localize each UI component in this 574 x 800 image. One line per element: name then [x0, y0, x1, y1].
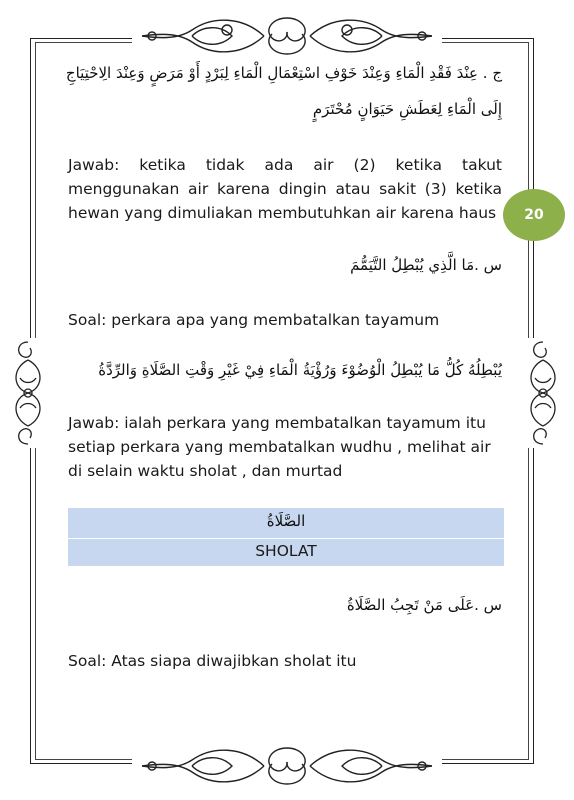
section-heading-title: SHOLAT: [255, 542, 317, 560]
answer-2-text: Jawab: ialah perkara yang membatalkan tayamum itu setiap perkara yang membatalkan wudhu , melihat air di selain waktu sholat , dan murtad: [68, 414, 491, 480]
answer-1-text: Jawab: ketika tidak ada air (2) ketika takut menggunakan air karena dingin atau sakit (3) ketika hewan yang dimuliakan membutuhkan air karena haus: [68, 156, 502, 222]
question-3-text: Soal: Atas siapa diwajibkan sholat itu: [68, 652, 357, 670]
question-2-arabic: س .مَا الَّذِي يُبْطِلُ التَّيَمُّمَ: [350, 256, 502, 274]
question-2-text: Soal: perkara apa yang membatalkan tayamum: [68, 311, 440, 329]
section-heading-box: [68, 508, 504, 566]
question-1-arabic-line-1: ج . عِنْدَ فَقْدِ الْمَاءِ وَعِنْدَ خَوْفِ اسْتِعْمَالِ الْمَاءِ لِبَرْدٍ أَوْ مَرَضٍ وَعِنْدَ الِاحْتِيَاجِ: [65, 64, 502, 82]
right-ornament-icon: [518, 338, 568, 448]
question-1-arabic-line-2: إِلَى الْمَاءِ لِعَطَشِ حَيَوَانٍ مُحْتَرَمٍ: [312, 100, 502, 118]
left-ornament-icon: [8, 338, 48, 448]
section-heading-arabic: الصَّلَاةُ: [266, 512, 306, 530]
answer-2-arabic: يُبْطِلُهُ كُلُّ مَا يُبْطِلُ الْوُضُوْءَ وَرُؤْيَةُ الْمَاءِ فِيْ غَيْرِ وَقْتِ الصَّلَاةِ وَالرِّدَّةُ: [98, 361, 502, 379]
bottom-ornament-icon: [132, 738, 442, 794]
page-number-badge: 20: [503, 189, 565, 241]
question-3-arabic: س .عَلَى مَنْ تَجِبُ الصَّلَاةُ: [346, 596, 502, 614]
section-heading-divider: [68, 538, 504, 539]
top-ornament-icon: [132, 8, 442, 64]
